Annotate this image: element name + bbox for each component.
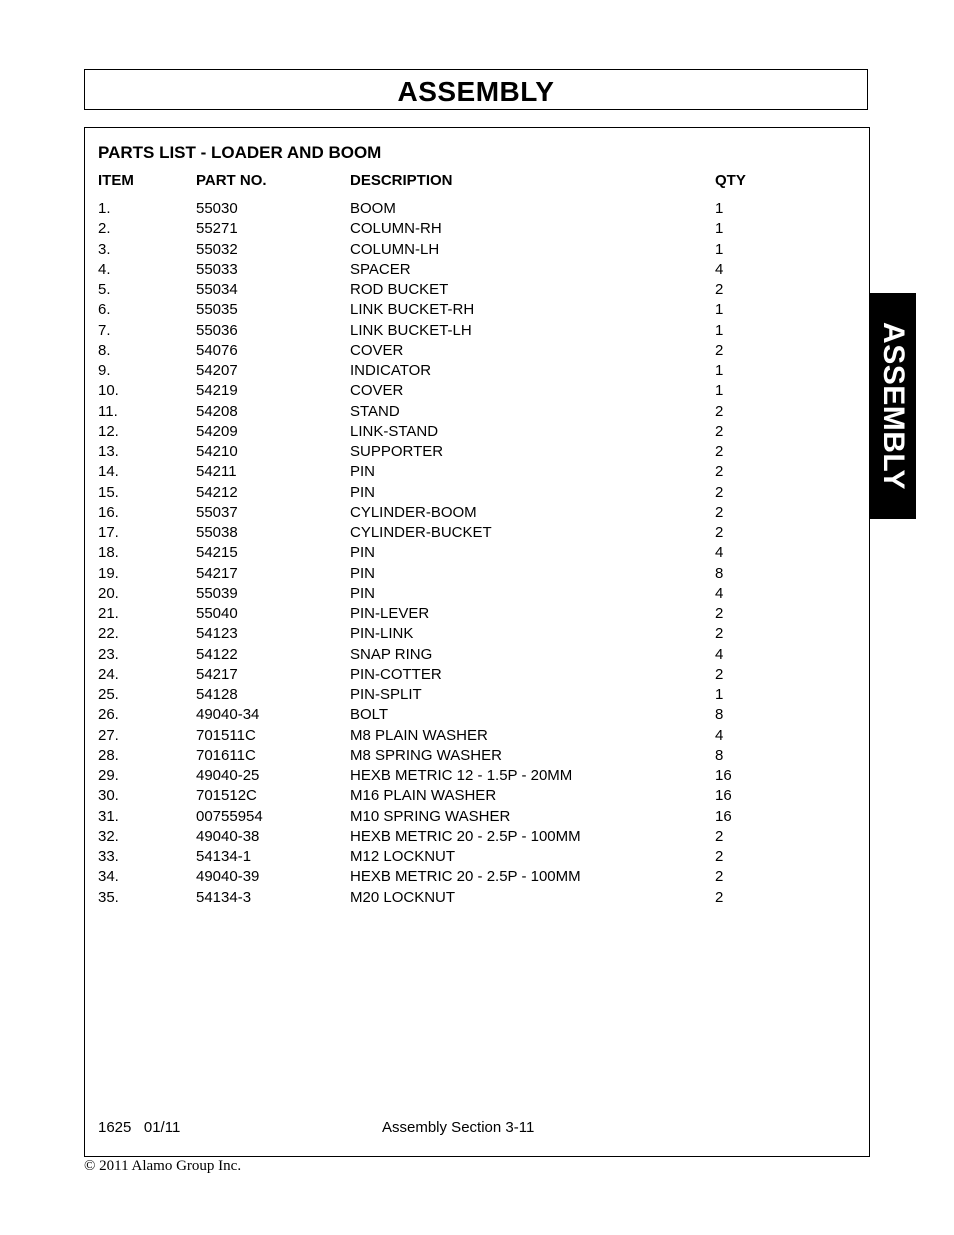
part-description: PIN-LINK — [350, 625, 414, 643]
table-row — [0, 524, 954, 544]
part-qty: 2 — [715, 463, 724, 481]
item-number: 27. — [98, 726, 119, 744]
part-qty: 2 — [715, 341, 724, 359]
part-description: COVER — [350, 382, 404, 400]
table-row — [0, 585, 954, 605]
part-qty: 1 — [715, 200, 724, 217]
item-number: 12. — [98, 422, 119, 440]
item-number: 16. — [98, 503, 119, 521]
part-number: 55034 — [196, 281, 238, 298]
part-qty: 1 — [715, 220, 724, 238]
item-number: 9. — [98, 362, 111, 379]
part-qty: 8 — [715, 564, 724, 582]
part-qty: 1 — [715, 686, 724, 703]
part-description: M20 LOCKNUT — [350, 888, 456, 906]
item-number: 10. — [98, 382, 119, 400]
table-row — [0, 747, 954, 767]
part-qty: 2 — [715, 422, 724, 440]
part-number: 701512C — [196, 787, 257, 805]
part-qty: 16 — [715, 787, 732, 805]
item-number: 8. — [98, 341, 111, 359]
item-number: 14. — [98, 463, 119, 481]
part-number: 54122 — [196, 645, 238, 663]
side-tab-label: ASSEMBLY — [876, 322, 910, 490]
item-number: 30. — [98, 787, 119, 805]
column-header-part-no: PART NO. — [196, 172, 267, 189]
item-number: 5. — [98, 281, 111, 298]
table-row — [0, 403, 954, 423]
part-description: M12 LOCKNUT — [350, 848, 456, 865]
part-number: 55030 — [196, 200, 238, 217]
part-number: 55035 — [196, 301, 238, 319]
item-number: 4. — [98, 260, 111, 278]
item-number: 29. — [98, 767, 119, 784]
part-qty: 4 — [715, 645, 724, 663]
part-qty: 1 — [715, 240, 724, 258]
part-number: 54215 — [196, 544, 238, 562]
table-row — [0, 605, 954, 625]
part-number: 00755954 — [196, 807, 263, 825]
part-description: M10 SPRING WASHER — [350, 807, 511, 825]
item-number: 15. — [98, 483, 119, 501]
part-number: 54211 — [196, 463, 237, 481]
table-row — [0, 342, 954, 362]
part-description: M8 SPRING WASHER — [350, 746, 502, 764]
part-qty: 2 — [715, 868, 724, 886]
table-row — [0, 848, 954, 868]
item-number: 17. — [98, 524, 119, 541]
part-description: SPACER — [350, 260, 411, 278]
part-description: SUPPORTER — [350, 443, 444, 460]
part-description: PIN — [350, 544, 376, 562]
table-row — [0, 362, 954, 382]
part-number: 55036 — [196, 321, 238, 339]
part-qty: 2 — [715, 524, 724, 541]
part-description: PIN — [350, 564, 376, 582]
part-number: 54219 — [196, 382, 238, 400]
part-description: PIN — [350, 463, 376, 481]
table-row — [0, 301, 954, 321]
part-qty: 2 — [715, 827, 724, 845]
table-row — [0, 565, 954, 585]
part-number: 55039 — [196, 584, 238, 602]
part-description: HEXB METRIC 12 - 1.5P - 20MM — [350, 767, 573, 784]
item-number: 31. — [98, 807, 119, 825]
table-row — [0, 787, 954, 807]
table-row — [0, 504, 954, 524]
table-row — [0, 544, 954, 564]
table-row — [0, 484, 954, 504]
part-qty: 2 — [715, 443, 724, 460]
part-qty: 8 — [715, 706, 724, 724]
part-number: 54076 — [196, 341, 238, 359]
part-qty: 1 — [715, 321, 724, 339]
item-number: 2. — [98, 220, 111, 238]
item-number: 23. — [98, 645, 119, 663]
table-row — [0, 727, 954, 747]
part-description: CYLINDER-BUCKET — [350, 524, 492, 541]
part-number: 54134-1 — [196, 848, 252, 865]
part-description: M8 PLAIN WASHER — [350, 726, 488, 744]
table-row — [0, 625, 954, 645]
header-box — [84, 69, 868, 110]
part-number: 701511C — [196, 726, 256, 744]
part-number: 54217 — [196, 564, 238, 582]
item-number: 24. — [98, 665, 119, 683]
part-number: 55040 — [196, 605, 238, 622]
part-qty: 4 — [715, 260, 724, 278]
part-qty: 2 — [715, 665, 724, 683]
part-description: HEXB METRIC 20 - 2.5P - 100MM — [350, 827, 581, 845]
item-number: 1. — [98, 200, 111, 217]
part-number: 55271 — [196, 220, 238, 238]
part-description: COVER — [350, 341, 404, 359]
table-row — [0, 646, 954, 666]
part-qty: 2 — [715, 605, 724, 622]
page-title: ASSEMBLY — [397, 76, 555, 107]
table-row — [0, 686, 954, 706]
part-number: 701611C — [196, 746, 256, 764]
part-description: M16 PLAIN WASHER — [350, 787, 497, 805]
part-number: 55033 — [196, 260, 238, 278]
copyright: © 2011 Alamo Group Inc. — [84, 1158, 242, 1174]
part-qty: 1 — [715, 382, 724, 400]
part-qty: 4 — [715, 584, 724, 602]
item-number: 25. — [98, 686, 119, 703]
item-number: 34. — [98, 868, 119, 886]
part-qty: 2 — [715, 402, 724, 420]
part-number: 55038 — [196, 524, 238, 541]
part-qty: 16 — [715, 807, 732, 825]
part-qty: 2 — [715, 848, 724, 865]
item-number: 20. — [98, 584, 119, 602]
part-qty: 1 — [715, 362, 724, 379]
part-number: 49040-39 — [196, 868, 260, 886]
table-row — [0, 828, 954, 848]
part-description: INDICATOR — [350, 362, 432, 379]
part-number: 54209 — [196, 422, 238, 440]
item-number: 3. — [98, 240, 111, 258]
footer-section: Assembly Section 3-11 — [382, 1119, 535, 1136]
item-number: 19. — [98, 564, 119, 582]
parts-list-title: PARTS LIST - LOADER AND BOOM — [98, 143, 382, 162]
item-number: 7. — [98, 321, 111, 339]
parts-table — [0, 200, 954, 909]
part-number: 55032 — [196, 240, 238, 258]
column-header-description: DESCRIPTION — [350, 172, 453, 189]
part-description: PIN — [350, 483, 376, 501]
part-description: HEXB METRIC 20 - 2.5P - 100MM — [350, 868, 581, 886]
part-number: 54208 — [196, 402, 238, 420]
part-description: BOLT — [350, 706, 389, 724]
table-row — [0, 281, 954, 301]
table-row — [0, 322, 954, 342]
part-qty: 4 — [715, 726, 724, 744]
table-row — [0, 241, 954, 261]
table-row — [0, 200, 954, 220]
table-row — [0, 382, 954, 402]
item-number: 13. — [98, 443, 119, 460]
part-number: 49040-38 — [196, 827, 260, 845]
item-number: 18. — [98, 544, 119, 562]
table-row — [0, 889, 954, 909]
item-number: 28. — [98, 746, 119, 764]
part-number: 54217 — [196, 665, 238, 683]
part-description: STAND — [350, 402, 400, 420]
table-row — [0, 423, 954, 443]
part-number: 54128 — [196, 686, 238, 703]
part-number: 54123 — [196, 625, 238, 643]
table-row — [0, 808, 954, 828]
part-description: CYLINDER-BOOM — [350, 503, 477, 521]
item-number: 32. — [98, 827, 119, 845]
part-number: 49040-34 — [196, 706, 260, 724]
item-number: 21. — [98, 605, 119, 622]
part-description: COLUMN-RH — [350, 220, 442, 238]
part-qty: 2 — [715, 888, 724, 906]
part-description: LINK BUCKET-LH — [350, 321, 472, 339]
part-description: PIN-SPLIT — [350, 686, 422, 703]
part-description: PIN-COTTER — [350, 665, 442, 683]
part-qty: 2 — [715, 625, 724, 643]
table-row — [0, 706, 954, 726]
part-number: 54210 — [196, 443, 238, 460]
part-number: 49040-25 — [196, 767, 260, 784]
part-qty: 16 — [715, 767, 732, 784]
part-qty: 2 — [715, 483, 724, 501]
item-number: 35. — [98, 888, 119, 906]
part-number: 54134-3 — [196, 888, 252, 906]
table-row — [0, 463, 954, 483]
part-qty: 2 — [715, 503, 724, 521]
part-description: LINK-STAND — [350, 422, 439, 440]
table-row — [0, 261, 954, 281]
part-qty: 8 — [715, 746, 724, 764]
table-row — [0, 220, 954, 240]
part-description: BOOM — [350, 200, 396, 217]
table-row — [0, 767, 954, 787]
item-number: 33. — [98, 848, 119, 865]
part-description: COLUMN-LH — [350, 240, 440, 258]
part-number: 54212 — [196, 483, 238, 501]
part-description: LINK BUCKET-RH — [350, 301, 475, 319]
footer-model-date: 1625 01/11 — [98, 1119, 181, 1136]
part-description: PIN — [350, 584, 376, 602]
item-number: 11. — [98, 402, 118, 420]
part-description: PIN-LEVER — [350, 605, 430, 622]
part-qty: 4 — [715, 544, 724, 562]
part-qty: 1 — [715, 301, 724, 319]
part-description: ROD BUCKET — [350, 281, 449, 298]
table-row — [0, 443, 954, 463]
item-number: 6. — [98, 301, 111, 319]
table-row — [0, 666, 954, 686]
item-number: 22. — [98, 625, 119, 643]
table-row — [0, 868, 954, 888]
column-header-item: ITEM — [98, 172, 134, 189]
column-header-qty: QTY — [715, 172, 746, 189]
part-number: 54207 — [196, 362, 238, 379]
item-number: 26. — [98, 706, 119, 724]
part-qty: 2 — [715, 281, 724, 298]
part-description: SNAP RING — [350, 645, 433, 663]
part-number: 55037 — [196, 503, 238, 521]
